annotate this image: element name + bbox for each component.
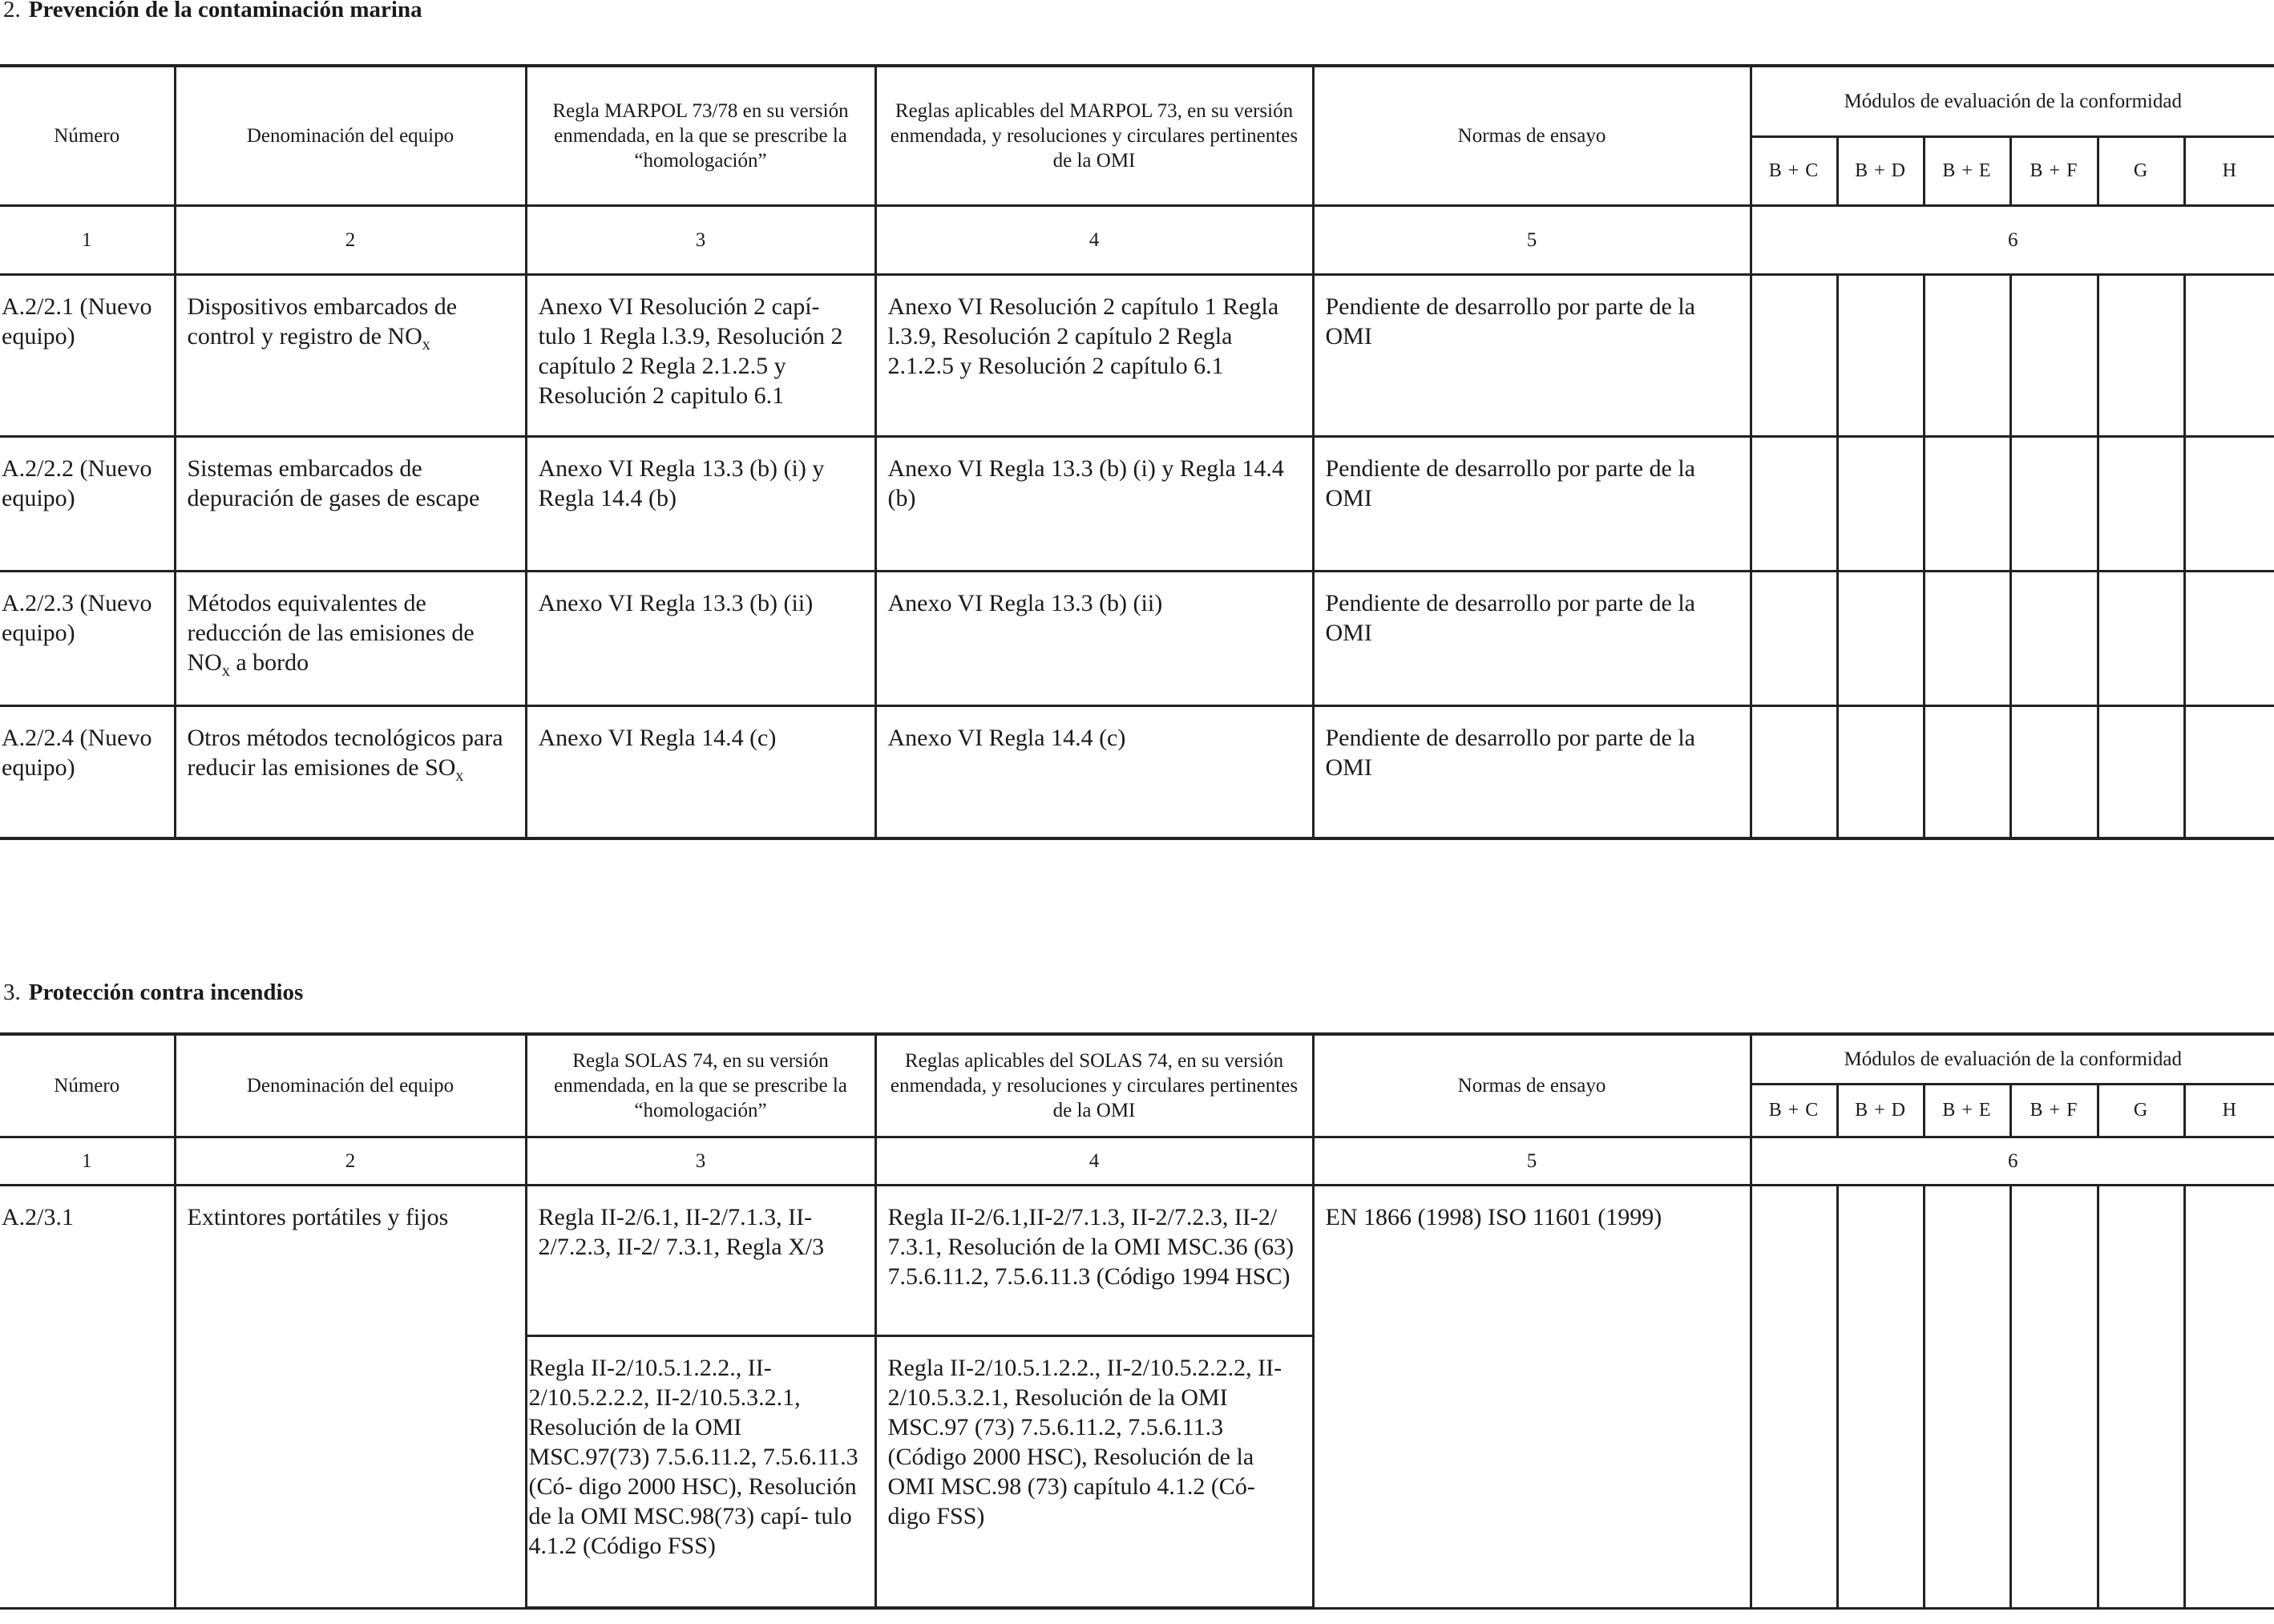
- subscript: x: [221, 661, 230, 680]
- table-proteccion-incendios: [0, 1032, 2274, 1610]
- cell-module-bf: [2010, 571, 2098, 705]
- module-col-h: H: [2184, 1084, 2274, 1137]
- module-col-bd: B + D: [1837, 136, 1924, 205]
- cell-module-bf: [2010, 436, 2098, 571]
- cell-module-g: [2098, 571, 2184, 705]
- cell-normas: Pendiente de desarrollo por parte de la OMI: [1313, 436, 1751, 571]
- cell-module-h: [2184, 571, 2274, 705]
- column-number: 6: [1751, 205, 2274, 274]
- cell-module-be: [1924, 436, 2010, 571]
- cell-numero: A.2/3.1: [0, 1185, 175, 1608]
- denominacion-text: Métodos equivalentes de reducción de las emisiones de NO: [187, 589, 475, 676]
- cell-numero: A.2/2.4 (Nuevo equipo): [0, 705, 175, 838]
- section-2-title: [3, 0, 422, 23]
- cell-module-be: [1924, 705, 2010, 838]
- column-number: 2: [175, 205, 526, 274]
- cell-module-bf: [2010, 274, 2098, 436]
- cell-module-bd: [1837, 274, 1924, 436]
- table-row: [0, 571, 2274, 705]
- cell-module-bf: [2010, 705, 2098, 838]
- cell-denominacion: [175, 436, 526, 571]
- module-col-bd: B + D: [1837, 1084, 1924, 1137]
- section-3-title: [3, 980, 303, 1006]
- cell-module-g: [2098, 436, 2184, 571]
- module-col-be: B + E: [1924, 1084, 2010, 1137]
- cell-numero: A.2/2.2 (Nuevo equipo): [0, 436, 175, 571]
- cell-reglas-aplicables: Anexo VI Regla 13.3 (b) (ii): [875, 571, 1313, 705]
- cell-module-bc: [1751, 705, 1837, 838]
- table-row: [0, 1185, 2274, 1335]
- subscript: x: [455, 766, 464, 785]
- table-row: [0, 274, 2274, 436]
- cell-module-h: [2184, 436, 2274, 571]
- section-2-number: 2.: [3, 0, 21, 22]
- cell-reglas-aplicables: Anexo VI Resolución 2 capítulo 1 Regla l.3.9, Resolución 2 capítulo 2 Regla 2.1.2.5 y Resolución 2 capítulo 6.1: [875, 274, 1313, 436]
- header-reglas-aplicables: Reglas aplicables del MARPOL 73, en su versión enmendada, y resoluciones y circulares pertinentes de la OMI: [875, 66, 1313, 205]
- section-2-heading: Prevención de la contaminación marina: [28, 0, 422, 22]
- module-col-h: H: [2184, 136, 2274, 205]
- cell-normas: EN 1866 (1998) ISO 11601 (1999): [1313, 1185, 1751, 1608]
- denominacion-tail: a bordo: [229, 648, 309, 676]
- column-number: 5: [1313, 205, 1751, 274]
- cell-regla: Regla II-2/6.1, II-2/7.1.3, II-2/7.2.3, II-2/ 7.3.1, Regla X/3: [526, 1185, 875, 1335]
- cell-denominacion: [175, 705, 526, 838]
- module-col-bf: B + F: [2010, 1084, 2098, 1137]
- header-denominacion: Denominación del equipo: [175, 1034, 526, 1137]
- cell-normas: Pendiente de desarrollo por parte de la OMI: [1313, 571, 1751, 705]
- cell-module-bd: [1837, 571, 1924, 705]
- header-denominacion: Denominación del equipo: [175, 66, 526, 205]
- header-regla: Regla SOLAS 74, en su versión enmendada, en la que se prescribe la “homologación”: [526, 1034, 875, 1137]
- cell-denominacion: [175, 571, 526, 705]
- column-number: 1: [0, 205, 175, 274]
- column-number: 4: [875, 205, 1313, 274]
- column-number: 4: [875, 1137, 1313, 1185]
- cell-numero: A.2/2.1 (Nuevo equipo): [0, 274, 175, 436]
- cell-module-bc: [1751, 274, 1837, 436]
- column-number: 2: [175, 1137, 526, 1185]
- header-modulos: Módulos de evaluación de la conformidad: [1751, 1034, 2274, 1084]
- cell-module-g: [2098, 705, 2184, 838]
- cell-module-bf: [2010, 1185, 2098, 1608]
- table-prevencion-contaminacion: [0, 64, 2274, 840]
- cell-module-bc: [1751, 1185, 1837, 1608]
- column-number: 5: [1313, 1137, 1751, 1185]
- header-numero: Número: [0, 1034, 175, 1137]
- cell-module-h: [2184, 705, 2274, 838]
- column-number: 1: [0, 1137, 175, 1185]
- module-col-g: G: [2098, 1084, 2184, 1137]
- cell-regla: Regla II-2/10.5.1.2.2., II-2/10.5.2.2.2, II-2/10.5.3.2.1, Resolución de la OMI MSC.97(73) 7.5.6.11.2, 7.5.6.11.3 (Có- digo 2000 HSC), Resolución de la OMI MSC.98(73) capí- tulo 4.1.2 (Código FSS): [526, 1335, 875, 1608]
- module-col-g: G: [2098, 136, 2184, 205]
- cell-module-h: [2184, 1185, 2274, 1608]
- cell-denominacion: Extintores portátiles y fijos: [175, 1185, 526, 1608]
- header-modulos: Módulos de evaluación de la conformidad: [1751, 66, 2274, 136]
- cell-reglas-aplicables: Anexo VI Regla 13.3 (b) (i) y Regla 14.4 (b): [875, 436, 1313, 571]
- cell-denominacion: [175, 274, 526, 436]
- cell-module-h: [2184, 274, 2274, 436]
- cell-module-be: [1924, 1185, 2010, 1608]
- header-reglas-aplicables: Reglas aplicables del SOLAS 74, en su versión enmendada, y resoluciones y circulares pertinentes de la OMI: [875, 1034, 1313, 1137]
- cell-regla: Anexo VI Regla 13.3 (b) (ii): [526, 571, 875, 705]
- column-number: 6: [1751, 1137, 2274, 1185]
- cell-module-be: [1924, 571, 2010, 705]
- denominacion-text: Sistemas embarcados de depuración de gases de escape: [187, 454, 480, 511]
- section-3-number: 3.: [3, 980, 21, 1005]
- cell-regla: Anexo VI Regla 14.4 (c): [526, 705, 875, 838]
- column-number: 3: [526, 1137, 875, 1185]
- denominacion-text: Dispositivos embarcados de control y registro de NO: [187, 293, 458, 349]
- cell-reglas-aplicables: Anexo VI Regla 14.4 (c): [875, 705, 1313, 838]
- header-normas: Normas de ensayo: [1313, 66, 1751, 205]
- module-col-be: B + E: [1924, 136, 2010, 205]
- subscript: x: [422, 335, 430, 353]
- cell-module-be: [1924, 274, 2010, 436]
- module-col-bc: B + C: [1751, 136, 1837, 205]
- cell-module-g: [2098, 274, 2184, 436]
- cell-normas: Pendiente de desarrollo por parte de la OMI: [1313, 705, 1751, 838]
- denominacion-text: Otros métodos tecnológicos para reducir las emisiones de SO: [187, 724, 503, 781]
- module-col-bf: B + F: [2010, 136, 2098, 205]
- cell-reglas-aplicables: Regla II-2/6.1,II-2/7.1.3, II-2/7.2.3, II-2/ 7.3.1, Resolución de la OMI MSC.36 (63) 7.5.6.11.2, 7.5.6.11.3 (Código 1994 HSC): [875, 1185, 1313, 1335]
- cell-module-bd: [1837, 705, 1924, 838]
- cell-reglas-aplicables: Regla II-2/10.5.1.2.2., II-2/10.5.2.2.2, II-2/10.5.3.2.1, Resolución de la OMI MSC.97 (73) 7.5.6.11.2, 7.5.6.11.3 (Código 2000 HSC), Resolución de la OMI MSC.98 (73) capítulo 4.1.2 (Có- digo FSS): [875, 1335, 1313, 1608]
- cell-normas: Pendiente de desarrollo por parte de la OMI: [1313, 274, 1751, 436]
- cell-module-bc: [1751, 571, 1837, 705]
- table-row: [0, 705, 2274, 838]
- header-regla: Regla MARPOL 73/78 en su versión enmendada, en la que se prescribe la “homologación”: [526, 66, 875, 205]
- cell-module-g: [2098, 1185, 2184, 1608]
- section-3-heading: Protección contra incendios: [28, 980, 304, 1005]
- column-number: 3: [526, 205, 875, 274]
- header-normas: Normas de ensayo: [1313, 1034, 1751, 1137]
- cell-module-bd: [1837, 436, 1924, 571]
- cell-regla: Anexo VI Resolución 2 capí- tulo 1 Regla l.3.9, Resolución 2 capítulo 2 Regla 2.1.2.5 y Resolución 2 capitulo 6.1: [526, 274, 875, 436]
- header-numero: Número: [0, 66, 175, 205]
- cell-regla: Anexo VI Regla 13.3 (b) (i) y Regla 14.4 (b): [526, 436, 875, 571]
- table-row: [0, 436, 2274, 571]
- cell-module-bc: [1751, 436, 1837, 571]
- cell-module-bd: [1837, 1185, 1924, 1608]
- module-col-bc: B + C: [1751, 1084, 1837, 1137]
- cell-numero: A.2/2.3 (Nuevo equipo): [0, 571, 175, 705]
